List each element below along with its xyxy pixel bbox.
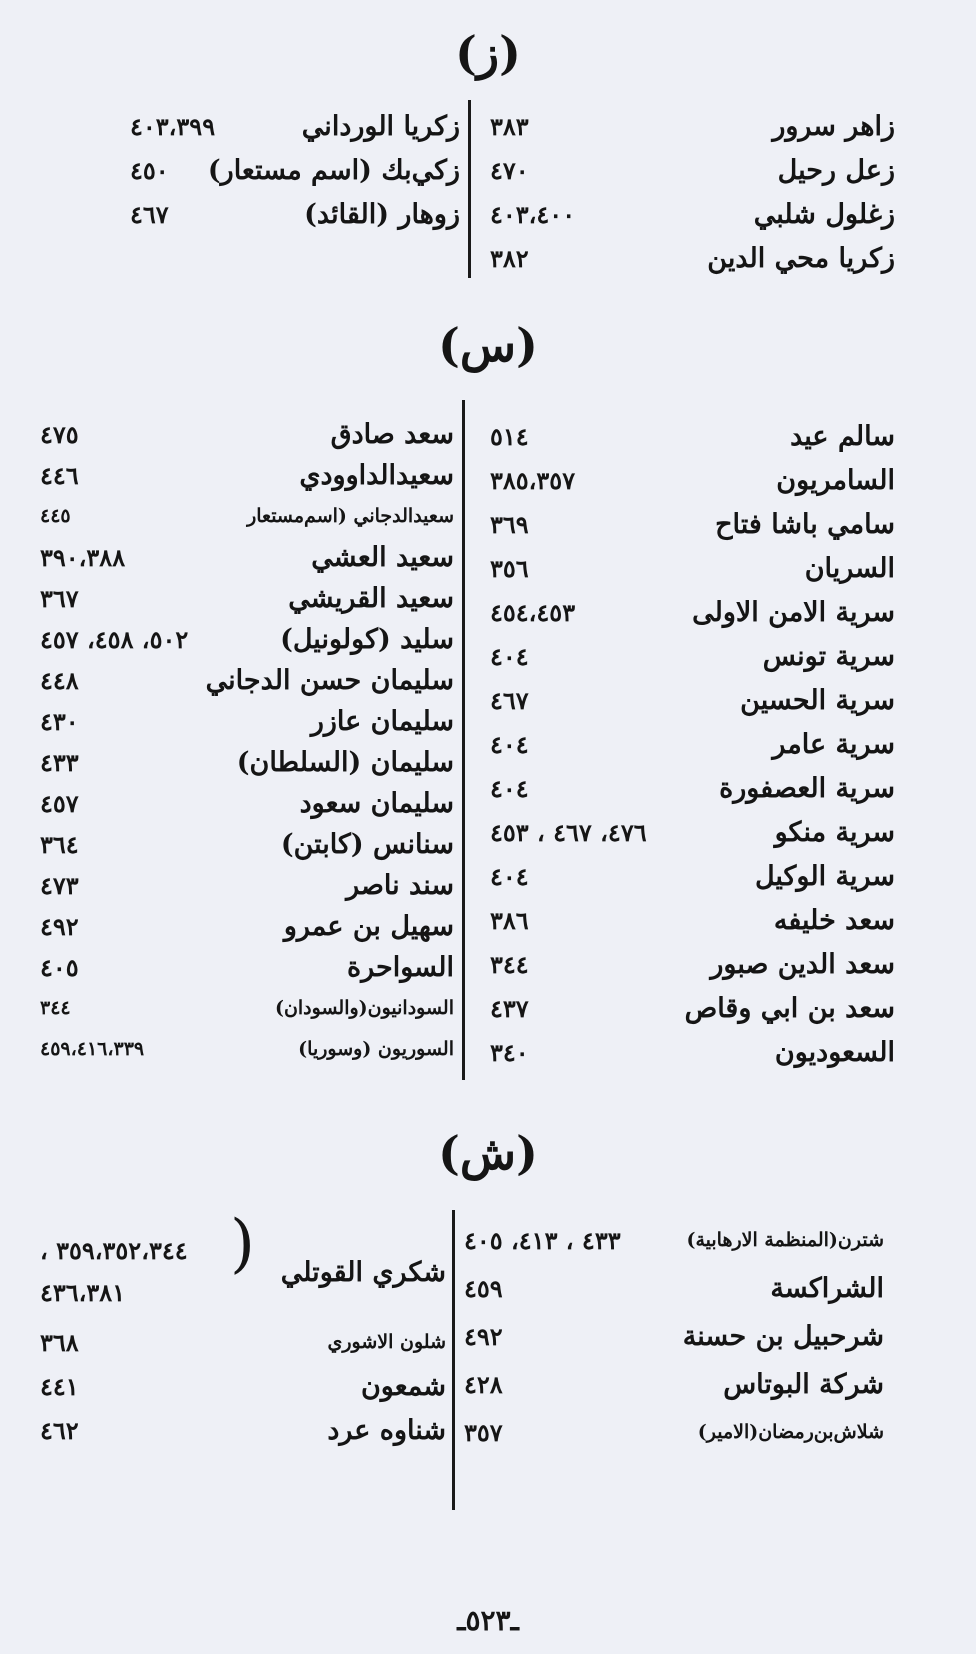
index-entry: شلون الاشوري ٣٦٨	[40, 1327, 446, 1357]
index-entry: سليمان حسن الدجاني ٤٤٨	[40, 664, 454, 696]
index-entry: سهيل بن عمرو ٤٩٢	[40, 910, 454, 942]
index-entry: سرية الامن الاولى ٤٥٤،٤٥٣	[490, 596, 895, 628]
index-entry: سرية منكو ٤٧٦، ٤٦٧ ، ٤٥٣	[490, 816, 895, 848]
index-entry: شناوه عرد ٤٦٢	[40, 1414, 446, 1446]
index-entry: زعل رحيل ٤٧٠	[490, 154, 895, 186]
brace-decoration: )	[230, 1207, 255, 1281]
index-entry: سعد صادق ٤٧٥	[40, 418, 454, 450]
index-entry: السوريون (وسوريا) ٤٥٩،٤١٦،٣٣٩	[40, 1038, 454, 1060]
index-entry: سعيدالداوودي ٤٤٦	[40, 459, 454, 491]
index-entry: سليد (كولونيل) ٥٠٢، ٤٥٨، ٤٥٧	[40, 623, 454, 655]
index-entry: سليمان عازر ٤٣٠	[40, 705, 454, 737]
index-entry: سعيدالدجاني (اسم‌مستعار ٤٤٥	[40, 505, 454, 527]
section-heading-seen: (س)	[438, 318, 538, 372]
index-entry: السعوديون ٣٤٠	[490, 1036, 895, 1068]
index-entry: سليمان (السلطان) ٤٣٣	[40, 746, 454, 778]
index-entry: سند ناصر ٤٧٣	[40, 869, 454, 901]
index-entry: سرية الوكيل ٤٠٤	[490, 860, 895, 892]
index-entry: شرحبيل بن حسنة ٤٩٢	[464, 1320, 884, 1352]
column-divider	[468, 100, 471, 278]
index-entry: سرية عامر ٤٠٤	[490, 728, 895, 760]
index-entry: سعد بن ابي وقاص ٤٣٧	[490, 992, 895, 1024]
index-entry: زغلول شلبي ٤٠٣،٤٠٠	[490, 198, 895, 230]
index-entry: سعيد العشي ٣٩٠،٣٨٨	[40, 541, 454, 573]
index-entry: السودانيون(والسودان) ٣٤٤	[40, 997, 454, 1019]
index-entry: شترن(المنظمة الارهابية) ٤٣٣ ، ٤١٣، ٤٠٥	[464, 1225, 884, 1255]
index-entry: سالم عيد ٥١٤	[490, 420, 895, 452]
index-entry: السريان ٣٥٦	[490, 552, 895, 584]
index-entry: سعد خليفه ٣٨٦	[490, 904, 895, 936]
index-entry: زكي‌بك (اسم مستعار) ٤٥٠	[130, 154, 460, 186]
section-heading-zay: (ز)	[455, 26, 521, 80]
index-entry: الشراكسة ٤٥٩	[464, 1272, 884, 1304]
index-entry: سعيد القريشي ٣٦٧	[40, 582, 454, 614]
index-entry: سرية الحسين ٤٦٧	[490, 684, 895, 716]
index-entry: زكريا محي الدين ٣٨٢	[490, 242, 895, 274]
index-entry: سرية العصفورة ٤٠٤	[490, 772, 895, 804]
index-entry: زكريا الورداني ٤٠٣،٣٩٩	[130, 110, 460, 142]
column-divider	[452, 1210, 455, 1510]
index-entry: سعد الدين صبور ٣٤٤	[490, 948, 895, 980]
column-divider	[462, 400, 465, 1080]
index-entry: سامي باشا فتاح ٣٦٩	[490, 508, 895, 540]
index-entry: سرية تونس ٤٠٤	[490, 640, 895, 672]
index-entry: سنانس (كابتن) ٣٦٤	[40, 828, 454, 860]
index-entry: شمعون ٤٤١	[40, 1370, 446, 1402]
index-entry: السامريون ٣٨٥،٣٥٧	[490, 464, 895, 496]
index-entry: السواحرة ٤٠٥	[40, 951, 454, 983]
index-entry: شلاش‌بن‌رمضان(الامير) ٣٥٧	[464, 1417, 884, 1447]
index-entry: شكري القوتلي ٣٥٩،٣٥٢،٣٤٤ ، ٤٣٦،٣٨١	[40, 1236, 446, 1307]
page-number: ـ٥٢٣ـ	[457, 1604, 519, 1637]
index-entry: زاهر سرور ٣٨٣	[490, 110, 895, 142]
index-entry: سليمان سعود ٤٥٧	[40, 787, 454, 819]
index-entry: زوهار (القائد) ٤٦٧	[130, 198, 460, 230]
section-heading-sheen: (ش)	[438, 1126, 538, 1180]
index-entry: شركة البوتاس ٤٢٨	[464, 1368, 884, 1400]
